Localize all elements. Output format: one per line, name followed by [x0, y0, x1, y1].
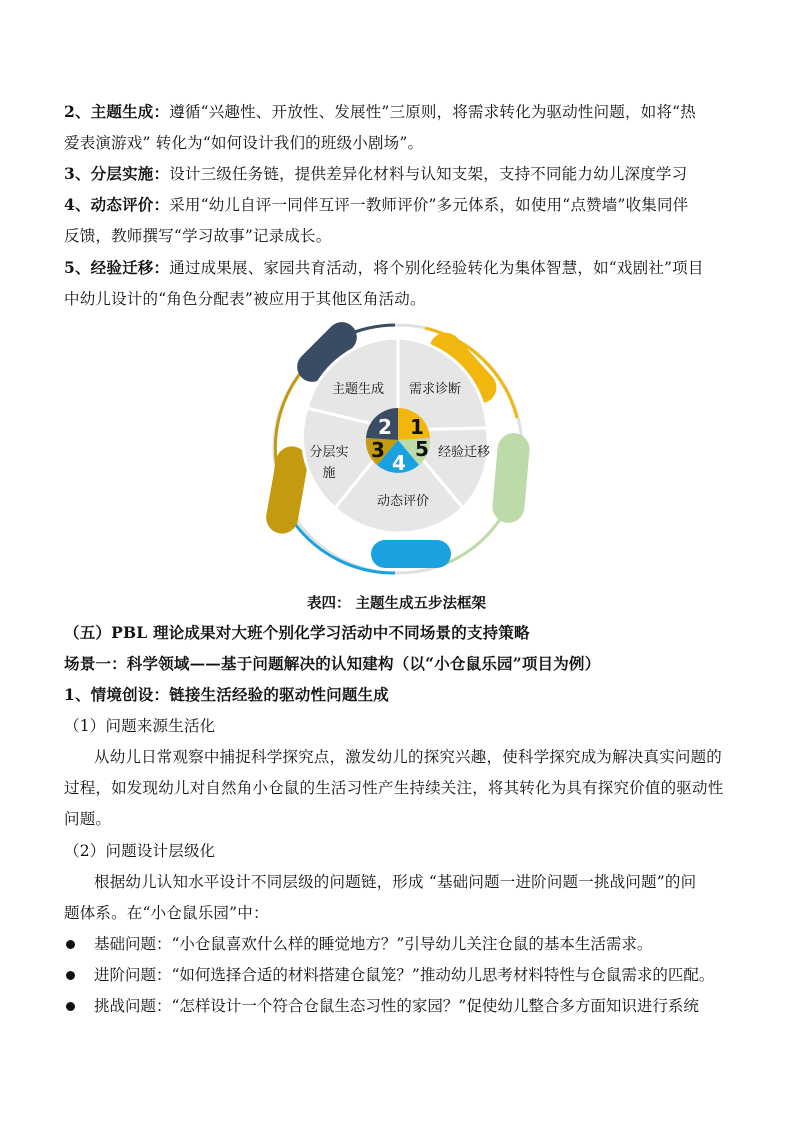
label-layered-implementation-1: 分层实 — [309, 445, 349, 460]
five-step-framework-diagram — [255, 318, 535, 580]
paragraph-2-line-1: 根据幼儿认知水平设计不同层级的问题链，形成 “基础问题一进阶问题一挑战问题”的问 — [94, 873, 697, 891]
label-theme-generation: 主题生成 — [331, 382, 385, 397]
paragraph-2-line-2: 题体系。在“小仓鼠乐园”中： — [64, 904, 269, 922]
item-3-line-1: 3、分层实施：设计三级任务链，提供差异化材料与认知支架，支持不同能力幼儿深度学习 — [64, 164, 688, 183]
paragraph-1-line-1: 从幼儿日常观察中捕捉科学探究点，激发幼儿的探究兴趣，使科学探究成为解决真实问题的 — [94, 748, 723, 766]
subheading-1: 1、情境创设：链接生活经验的驱动性问题生成 — [64, 685, 389, 704]
scene-1-heading: 场景一：科学领域——基于问题解决的认知建构（以“小仓鼠乐园”项目为例） — [64, 654, 601, 673]
bullet-icon — [66, 971, 75, 980]
subsection-1: （1）问题来源生活化 — [64, 717, 216, 735]
number-5: 5 — [415, 437, 429, 461]
item-2-line-2: 爱表演游戏” 转化为“如何设计我们的班级小剧场”。 — [64, 134, 424, 152]
bullet-icon — [66, 940, 75, 949]
document-page: 2、主题生成：遵循“兴趣性、开放性、发展性”三原则，将需求转化为驱动性问题，如将“热 爱表演游戏” 转化为“如何设计我们的班级小剧场”。 3、分层实施：设计三级任务链，提供差异化材料与认知支架，支持不同能力幼儿深度学习 4、动态评价：采用“幼儿自评一同伴互评一教师评价”多元体系，如使用“点赞墙”收集同伴 反馈，教师撰写“学习故事”记录成长。 5、经验迁移：通过成果展、家园共育活动，将个别化经验转化为集体智慧，如“戏剧社”项目 中幼儿设计的“角色分配表”被应用于其他区角活动。 1 2 3 4 5 需求诊断 主题生成 分层实 施 动态评价 经验迁移 表四： 主题生成五步法框架 （五）PBL 理论成果对大班个别化学习活动中不同场景的支持策略 场景一：科学领域——基于问题解决的认知建构（以“小仓鼠乐园”项目为例） 1、情境创设：链接生活经验的驱动性问题生成 （1）问题来源生活化 从幼儿日常观察中捕捉科学探究点，激发幼儿的探究兴趣，使科学探究成为解决真实问题的 过程，如发现幼儿对自然角小仓鼠的生活习性产生持续关注，将其转化为具有探究价值的驱动性 问题。 （2）问题设计层级化 根据幼儿认知水平设计不同层级的问题链，形成 “基础问题一进阶问题一挑战问题”的问 题体系。在“小仓鼠乐园”中： 基础问题：“小仓鼠喜欢什么样的睡觉地方？”引导幼儿关注仓鼠的基本生活需求。 进阶问题：“如何选择合适的材料搭建仓鼠笼？”推动幼儿思考材料特性与仓鼠需求的匹配。 挑战问题：“怎样设计一个符合仓鼠生态习性的家园？”促使幼儿整合多方面知识进行系统 — [0, 0, 793, 1122]
label-demand-diagnosis: 需求诊断 — [408, 382, 462, 397]
capsule-5 — [491, 432, 531, 524]
figure-caption: 表四： 主题生成五步法框架 — [306, 595, 487, 612]
item-5-line-2: 中幼儿设计的“角色分配表”被应用于其他区角活动。 — [64, 290, 426, 308]
paragraph-1-line-2: 过程，如发现幼儿对自然角小仓鼠的生活习性产生持续关注，将其转化为具有探究价值的驱动性 — [64, 779, 724, 797]
bullet-icon — [66, 1002, 75, 1011]
number-3: 3 — [371, 438, 385, 462]
item-4-line-1: 4、动态评价：采用“幼儿自评一同伴互评一教师评价”多元体系，如使用“点赞墙”收集同伴 — [64, 195, 689, 214]
label-dynamic-evaluation: 动态评价 — [376, 494, 430, 509]
number-1: 1 — [410, 415, 424, 439]
item-2-line-1: 2、主题生成：遵循“兴趣性、开放性、发展性”三原则，将需求转化为驱动性问题，如将“热 — [64, 102, 696, 121]
section-heading-5: （五）PBL 理论成果对大班个别化学习活动中不同场景的支持策略 — [64, 623, 530, 642]
subsection-2: （2）问题设计层级化 — [64, 842, 216, 860]
label-experience-transfer: 经验迁移 — [437, 445, 491, 460]
item-5-line-1: 5、经验迁移：通过成果展、家园共育活动，将个别化经验转化为集体智慧，如“戏剧社”项目 — [64, 258, 704, 277]
item-4-line-2: 反馈，教师撰写“学习故事”记录成长。 — [64, 227, 332, 245]
number-4: 4 — [392, 451, 406, 475]
paragraph-1-line-3: 问题。 — [64, 810, 112, 828]
capsule-4 — [371, 540, 451, 568]
label-layered-implementation-2: 施 — [322, 466, 336, 481]
number-2: 2 — [378, 415, 392, 439]
